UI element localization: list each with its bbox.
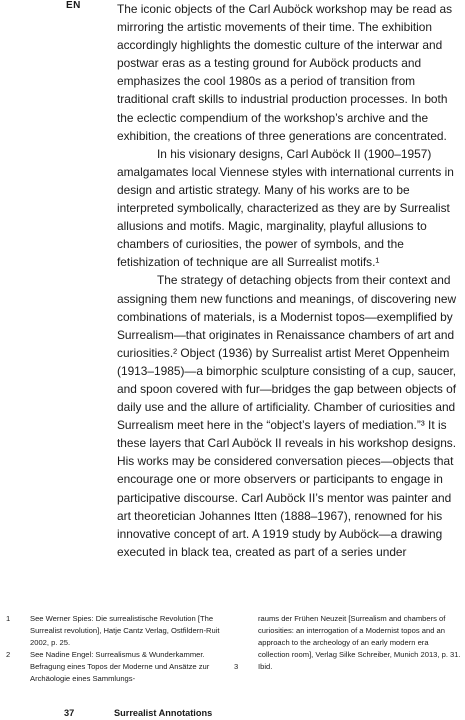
footnote-3 bbox=[234, 661, 461, 673]
body-text bbox=[117, 0, 459, 561]
footnote-2-number: 2 bbox=[6, 650, 11, 660]
footnote-1 bbox=[6, 613, 234, 649]
footnote-2-text-part2: raums der Frühen Neuzeit [Surrealism and chambers of curiosities: an interrogation of a Modernist topos and an approach to the archeology of an early modern era collection room], Verlag Silke Schreiber, Munich 2013, p. 31. bbox=[258, 614, 461, 660]
footnotes-left-column bbox=[6, 613, 234, 686]
paragraph-1: The iconic objects of the Carl Auböck workshop may be read as mirroring the artistic movements of their time. The exhibition accordingly highlights the domestic culture of the interwar and postwar eras as a testing ground for Auböck products and emphasizes the cool 1980s as a period of transition from traditional craft skills to industrial production processes. In both the eclectic compendium of the workshop’s archive and the exhibition, the creations of three generations are concentrated. bbox=[117, 2, 453, 143]
paragraph-2: In his visionary designs, Carl Auböck II (1900–1957) amalgamates local Viennese styles with international currents in design and artistic strategy. Many of his works are to be interpreted symbolically, characterized as they are by Surrealist allusions and motifs. Magic, marginality, playful allusions to chambers of curiosities, the power of symbols, and the fetishization of technique are all Surrealist motifs.¹ bbox=[117, 146, 454, 270]
footnote-2-text-part1: See Nadine Engel: Surrealismus & Wunderkammer. Befragung eines Topos der Moderne und Ansätze zur Archäologie eines Sammlungs- bbox=[30, 650, 210, 684]
footnote-2-continued bbox=[234, 613, 461, 661]
footnotes-right-column bbox=[234, 613, 461, 673]
language-marker: EN bbox=[66, 0, 81, 11]
paragraph-3: The strategy of detaching objects from their context and assigning them new functions and meanings, of discovering new combinations of materials, is a Modernist topos—exemplified by Surrealism—that originates in Renaissance chambers of art and curiosities.² Object (1936) by Surrealist artist Meret Oppenheim (1913–1985)—a bimorphic sculpture consisting of a cup, saucer, and spoon covered with fur—bridges the gap between objects of daily use and the allure of artificiality. Chamber of curiosities and Surrealism meet here in the “object’s layers of mediation.”³ It is these layers that Carl Auböck II reveals in his workshop designs. His works may be considered conversation pieces—objects that encourage one or more observers or participants to engage in participative discourse. Carl Auböck II’s mentor was painter and art theoretician Johannes Itten (1888–1967), renowned for his innovative concept of art. A 1919 study by Auböck—a drawing executed in black tea, created as part of a series under bbox=[117, 273, 457, 559]
page-number: 37 bbox=[64, 708, 75, 718]
footnote-3-text: Ibid. bbox=[258, 662, 273, 672]
footnote-1-number: 1 bbox=[6, 614, 11, 623]
running-title: Surrealist Annotations bbox=[114, 708, 213, 718]
page-footer bbox=[64, 708, 212, 718]
footnote-3-number: 3 bbox=[234, 662, 239, 672]
footnote-2 bbox=[6, 649, 234, 685]
footnote-1-text: See Werner Spies: Die surrealistische Revolution [The Surrealist revolution], Hatje Cantz Verlag, Ostfildern-Ruit 2002, p. 25. bbox=[30, 614, 220, 648]
